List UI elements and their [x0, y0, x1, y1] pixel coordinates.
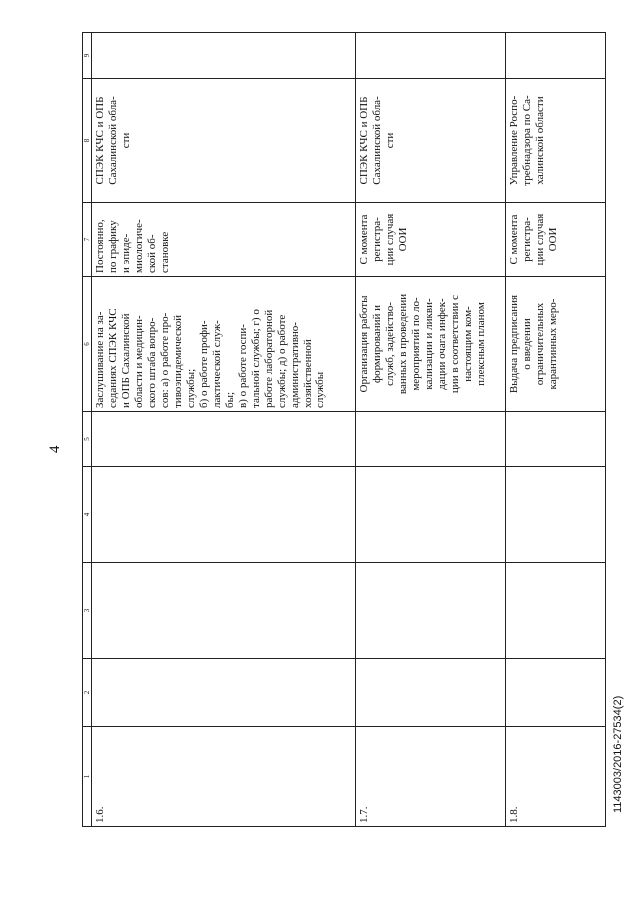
row-number: 1.7. [356, 727, 506, 827]
table-cell [506, 563, 606, 659]
column-number: 9 [83, 33, 92, 79]
column-number: 3 [83, 563, 92, 659]
responsible-cell: Управление Роспо- требнадзора по Са- халинской области [506, 79, 606, 203]
deadline-cell: С момента регистра- ции случая ООИ [506, 203, 606, 277]
table-cell [356, 563, 506, 659]
row-number: 1.6. [92, 727, 356, 827]
table-cell [356, 659, 506, 727]
column-number: 5 [83, 412, 92, 467]
table-cell [92, 33, 356, 79]
measure-description: Организация работы формирований и служб, задейство- ванных в проведении мероприятий по ло- кализации и ликви- дации очага инфек- ции в соответствии с настоящим ком- плексным планом [356, 277, 506, 412]
document-code: 1143003/2016-27534(2) [612, 695, 624, 813]
deadline-cell: Постоянно, по графику и эпиде- миологиче- ской об- становке [92, 203, 356, 277]
measure-description: Заслушивание на за- седаниях СПЭК КЧС и ОПБ Сахалинской области и медицин- ского штаба вопро- сов: а) о работе про- тивоэпидемической службы; б) о работе профи- лактической служ- бы; в) о работе госпи- тальной службы; г) о работе лабораторной службы; д) о работе административно- хозяйственной службы [92, 277, 356, 412]
table-cell [506, 33, 606, 79]
page-number: 4 [47, 445, 63, 453]
table-cell [92, 563, 356, 659]
column-number: 8 [83, 79, 92, 203]
column-number: 4 [83, 467, 92, 563]
deadline-cell: С момента регистра- ции случая ООИ [356, 203, 506, 277]
table-cell [506, 412, 606, 467]
table-cell [506, 467, 606, 563]
table-row [506, 33, 606, 827]
column-number: 2 [83, 659, 92, 727]
responsible-cell: СПЭК КЧС и ОПБ Сахалинской обла- сти [356, 79, 506, 203]
table-row [356, 33, 506, 827]
column-number-row [83, 33, 92, 827]
column-number: 1 [83, 727, 92, 827]
table-row [92, 33, 356, 827]
table-cell [356, 412, 506, 467]
table-cell [506, 659, 606, 727]
table-cell [92, 659, 356, 727]
table-cell [356, 467, 506, 563]
column-number: 7 [83, 203, 92, 277]
table-cell [356, 33, 506, 79]
table-cell [92, 412, 356, 467]
responsible-cell: СПЭК КЧС и ОПБ Сахалинской обла- сти [92, 79, 356, 203]
plan-table [82, 32, 606, 827]
measure-description: Выдача предписания о введении ограничительных карантинных меро- [506, 277, 606, 412]
row-number: 1.8. [506, 727, 606, 827]
column-number: 6 [83, 277, 92, 412]
table-cell [92, 467, 356, 563]
